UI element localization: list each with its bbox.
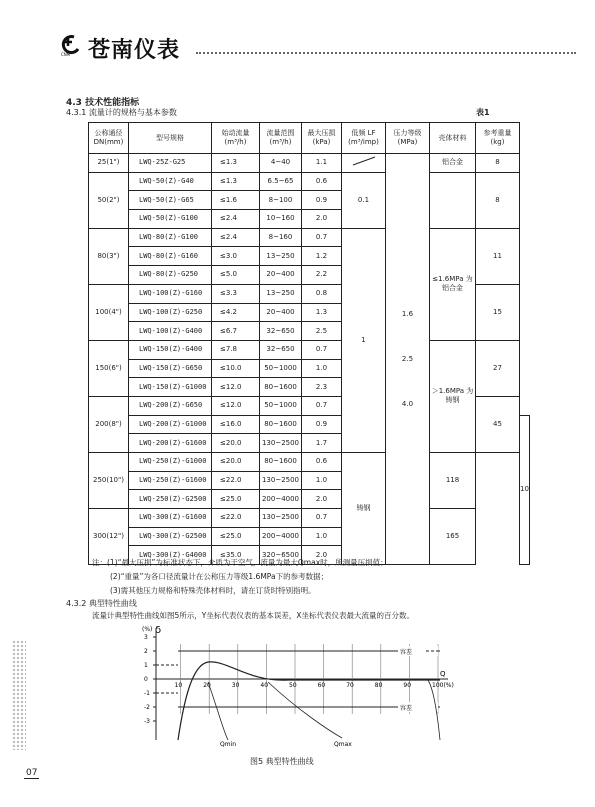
x-tick-label: 50: [289, 682, 297, 689]
range-cell: 320~6500: [260, 546, 302, 565]
figure-caption: 图5 典型特性曲线: [250, 757, 314, 766]
page-number: 07: [26, 768, 38, 778]
x-tick-label: 80: [374, 682, 383, 689]
x-tick-label: 70: [346, 682, 354, 689]
note-1: 注：(1)“最大压损”为标准状态下，介质为干空气，流量为最大Qmax时，所测量压损值；: [92, 558, 388, 567]
loss-cell: 2.5: [302, 322, 342, 341]
range-cell: 13~250: [260, 247, 302, 266]
model-cell: LWQ-80(Z)-G250: [129, 266, 212, 285]
error-curve: [178, 662, 440, 740]
start-cell: ≤1.3: [212, 172, 260, 191]
table-header-row: [89, 123, 530, 154]
y-tick-label: -2: [144, 704, 150, 711]
weight-cell: 165: [430, 509, 476, 565]
y-tick-label: -3: [144, 718, 150, 725]
pressure-cell: [386, 154, 430, 565]
lf-cell-slash: [342, 154, 386, 173]
y-tick-label: 2: [144, 648, 148, 655]
loss-cell: 0.7: [302, 340, 342, 359]
col-header-range: 流量范围 (m³/h): [260, 123, 302, 154]
model-cell: LWQ-250(Z)-G2500: [129, 490, 212, 509]
model-cell: LWQ-100(Z)-G400: [129, 322, 212, 341]
qmin-label: Qmin: [220, 741, 237, 748]
model-cell: LWQ-300(Z)-G2500: [129, 527, 212, 546]
slash-icon: [349, 156, 379, 166]
model-cell: LWQ-50(Z)-G100: [129, 210, 212, 229]
loss-cell: 1.0: [302, 359, 342, 378]
col-header-model: 型号规格: [129, 123, 212, 154]
model-cell: LWQ-80(Z)-G160: [129, 247, 212, 266]
model-cell: LWQ-200(Z)-G650: [129, 396, 212, 415]
brand-name: 苍南仪表: [88, 38, 181, 63]
range-cell: 80~1600: [260, 415, 302, 434]
col-header-material: 壳体材料: [430, 123, 476, 154]
model-cell: LWQ-50(Z)-G65: [129, 191, 212, 210]
start-cell: ≤20.0: [212, 434, 260, 453]
range-cell: 200~4000: [260, 490, 302, 509]
start-cell: ≤6.7: [212, 322, 260, 341]
range-cell: 32~650: [260, 340, 302, 359]
dn-cell: 250(10"): [89, 453, 129, 509]
y-tick-label: 0: [144, 676, 148, 683]
start-cell: ≤22.0: [212, 509, 260, 528]
pressure-value: 1.6: [401, 309, 414, 318]
loss-cell: 0.9: [302, 415, 342, 434]
x-tick-label: 10: [174, 682, 183, 689]
start-cell: ≤7.8: [212, 340, 260, 359]
table-row: [89, 154, 530, 173]
weight-cell: 45: [476, 396, 520, 452]
range-cell: 32~650: [260, 322, 302, 341]
table-row: [89, 509, 530, 528]
col-header-dn: 公称通径 DN(mm): [89, 123, 129, 154]
model-cell: LWQ-100(Z)-G250: [129, 303, 212, 322]
lower-tolerance-label: 容差: [400, 705, 413, 712]
loss-cell: 1.3: [302, 303, 342, 322]
dn-cell: 50(2"): [89, 172, 129, 228]
material-text: ＞1.6MPa 为铸钢: [431, 387, 474, 405]
material-cell: 铸钢: [342, 453, 386, 565]
range-cell: 80~1600: [260, 378, 302, 397]
x-tick-label: 90: [403, 682, 412, 689]
col-header-lf: 低频 LF (m³/imp): [342, 123, 386, 154]
dn-cell: 150(6"): [89, 340, 129, 396]
loss-cell: 2.0: [302, 210, 342, 229]
material-cell: 铝合金: [430, 154, 476, 173]
range-cell: 50~1000: [260, 359, 302, 378]
loss-cell: 0.7: [302, 228, 342, 247]
svg-text:CNM: CNM: [61, 52, 71, 56]
col-header-loss: 最大压损 (kPa): [302, 123, 342, 154]
dn-cell: 200(8"): [89, 396, 129, 452]
loss-cell: 1.0: [302, 471, 342, 490]
material-cell: [430, 340, 476, 452]
model-cell: LWQ-150(Z)-G400: [129, 340, 212, 359]
dn-cell: 80(3"): [89, 228, 129, 284]
q-axis-label: Q: [440, 670, 446, 678]
pressure-value: 2.5: [401, 354, 414, 363]
range-cell: 130~2500: [260, 471, 302, 490]
start-cell: ≤35.0: [212, 546, 260, 565]
weight-cell: 118: [430, 453, 476, 509]
subsection-text: 流量计典型特性曲线如图5所示，Y坐标代表仪表的基本误差，X坐标代表仪表最大流量的百分数。: [92, 611, 414, 620]
y-tick-label: 1: [144, 662, 148, 669]
loss-cell: 1.1: [302, 154, 342, 173]
start-cell: ≤16.0: [212, 415, 260, 434]
start-cell: ≤22.0: [212, 471, 260, 490]
loss-cell: 1.2: [302, 247, 342, 266]
qmax-leader: [268, 682, 342, 738]
model-cell: LWQ-80(Z)-G100: [129, 228, 212, 247]
range-cell: 6.5~65: [260, 172, 302, 191]
loss-cell: 2.3: [302, 378, 342, 397]
material-cell: [430, 172, 476, 228]
weight-cell: 8: [476, 172, 520, 228]
range-cell: 8~100: [260, 191, 302, 210]
start-cell: ≤3.3: [212, 284, 260, 303]
section-title: 4.3 技术性能指标: [66, 98, 140, 108]
side-dot-pattern: [12, 640, 26, 750]
range-cell: 13~250: [260, 284, 302, 303]
weight-cell: 27: [476, 340, 520, 396]
start-cell: ≤20.0: [212, 453, 260, 472]
start-cell: ≤25.0: [212, 490, 260, 509]
range-cell: 20~400: [260, 303, 302, 322]
range-cell: 10~160: [260, 210, 302, 229]
model-cell: LWQ-300(Z)-G4000: [129, 546, 212, 565]
table-row: [89, 340, 530, 359]
spec-table: [88, 122, 530, 565]
upper-tolerance-label: 容差: [400, 649, 413, 656]
loss-cell: 2.2: [302, 266, 342, 285]
pressure-value: 4.0: [401, 399, 414, 408]
start-cell: ≤4.2: [212, 303, 260, 322]
characteristic-curve-chart: [128, 620, 468, 752]
dn-cell: 25(1"): [89, 154, 129, 173]
start-cell: ≤3.0: [212, 247, 260, 266]
y-tick-label: 3: [144, 634, 148, 641]
table-row: [89, 172, 530, 191]
model-cell: LWQ-25Z-G25: [129, 154, 212, 173]
loss-cell: 0.6: [302, 453, 342, 472]
x-tick-label: 40: [260, 682, 269, 689]
lf-cell: 1: [342, 228, 386, 452]
weight-cell: 15: [476, 284, 520, 340]
lf-cell: 0.1: [342, 172, 386, 228]
range-cell: 200~4000: [260, 527, 302, 546]
loss-cell: 1.7: [302, 434, 342, 453]
range-cell: 130~2500: [260, 509, 302, 528]
start-cell: ≤25.0: [212, 527, 260, 546]
model-cell: LWQ-250(Z)-G1000: [129, 453, 212, 472]
x-tick-label: 30: [231, 682, 240, 689]
material-cell: [430, 228, 476, 340]
subsection-title-2: 4.3.2 典型特性曲线: [66, 599, 137, 608]
model-cell: LWQ-200(Z)-G1600: [129, 434, 212, 453]
weight-cell: 8: [476, 154, 520, 173]
col-header-pressure: 压力等级 (MPa): [386, 123, 430, 154]
cnm-logo-icon: [60, 34, 82, 56]
x-tick-label: 20: [203, 682, 211, 689]
model-cell: LWQ-200(Z)-G1000: [129, 415, 212, 434]
range-cell: 80~1600: [260, 453, 302, 472]
model-cell: LWQ-100(Z)-G160: [129, 284, 212, 303]
dn-cell: 300(12"): [89, 509, 129, 565]
model-cell: LWQ-50(Z)-G40: [129, 172, 212, 191]
loss-cell: 0.7: [302, 396, 342, 415]
range-cell: 130~2500: [260, 434, 302, 453]
qmin-leader: [208, 682, 228, 740]
start-cell: ≤2.4: [212, 210, 260, 229]
y-unit-label: (%): [142, 626, 153, 633]
range-cell: 20~400: [260, 266, 302, 285]
range-cell: 8~160: [260, 228, 302, 247]
start-cell: ≤10.0: [212, 359, 260, 378]
model-cell: LWQ-250(Z)-G1600: [129, 471, 212, 490]
table-row: [89, 228, 530, 247]
loss-cell: 2.0: [302, 546, 342, 565]
col-header-weight: 参考重量 (kg): [476, 123, 520, 154]
note-3: (3)需其他压力规格和特殊壳体材料时，请在订货时特别指明。: [110, 586, 316, 595]
lf-cell: 10: [520, 415, 530, 565]
subsection-title: 4.3.1 流量计的规格与基本参数: [66, 108, 177, 117]
material-text: ≤1.6MPa 为铝合金: [432, 275, 473, 293]
model-cell: LWQ-300(Z)-G1600: [129, 509, 212, 528]
loss-cell: 0.7: [302, 509, 342, 528]
y-tick-labels: [144, 634, 156, 725]
table-row: [89, 453, 530, 472]
x-tick-label: 100(%): [432, 682, 454, 689]
qmax-label: Qmax: [334, 741, 352, 748]
dn-cell: 100(4"): [89, 284, 129, 340]
loss-cell: 2.0: [302, 490, 342, 509]
range-cell: 50~1000: [260, 396, 302, 415]
start-cell: ≤12.0: [212, 378, 260, 397]
loss-cell: 0.9: [302, 191, 342, 210]
start-cell: ≤1.6: [212, 191, 260, 210]
model-cell: LWQ-150(Z)-G650: [129, 359, 212, 378]
x-tick-label: 60: [317, 682, 326, 689]
weight-cell: 11: [476, 228, 520, 284]
header-dotted-rule: [196, 52, 576, 54]
y-symbol-label: δ: [155, 625, 162, 636]
y-tick-label: -1: [144, 690, 150, 697]
range-cell: 4~40: [260, 154, 302, 173]
x-tick-labels: [175, 682, 454, 689]
note-2: (2)“重量”为各口径流量计在公称压力等级1.6MPa下的参考数据；: [110, 572, 329, 581]
loss-cell: 0.6: [302, 172, 342, 191]
start-cell: ≤5.0: [212, 266, 260, 285]
start-cell: ≤2.4: [212, 228, 260, 247]
col-header-start: 始动流量 (m³/h): [212, 123, 260, 154]
start-cell: ≤12.0: [212, 396, 260, 415]
table-label: 表1: [476, 108, 490, 117]
loss-cell: 1.0: [302, 527, 342, 546]
loss-cell: 0.8: [302, 284, 342, 303]
model-cell: LWQ-150(Z)-G1000: [129, 378, 212, 397]
start-cell: ≤1.3: [212, 154, 260, 173]
